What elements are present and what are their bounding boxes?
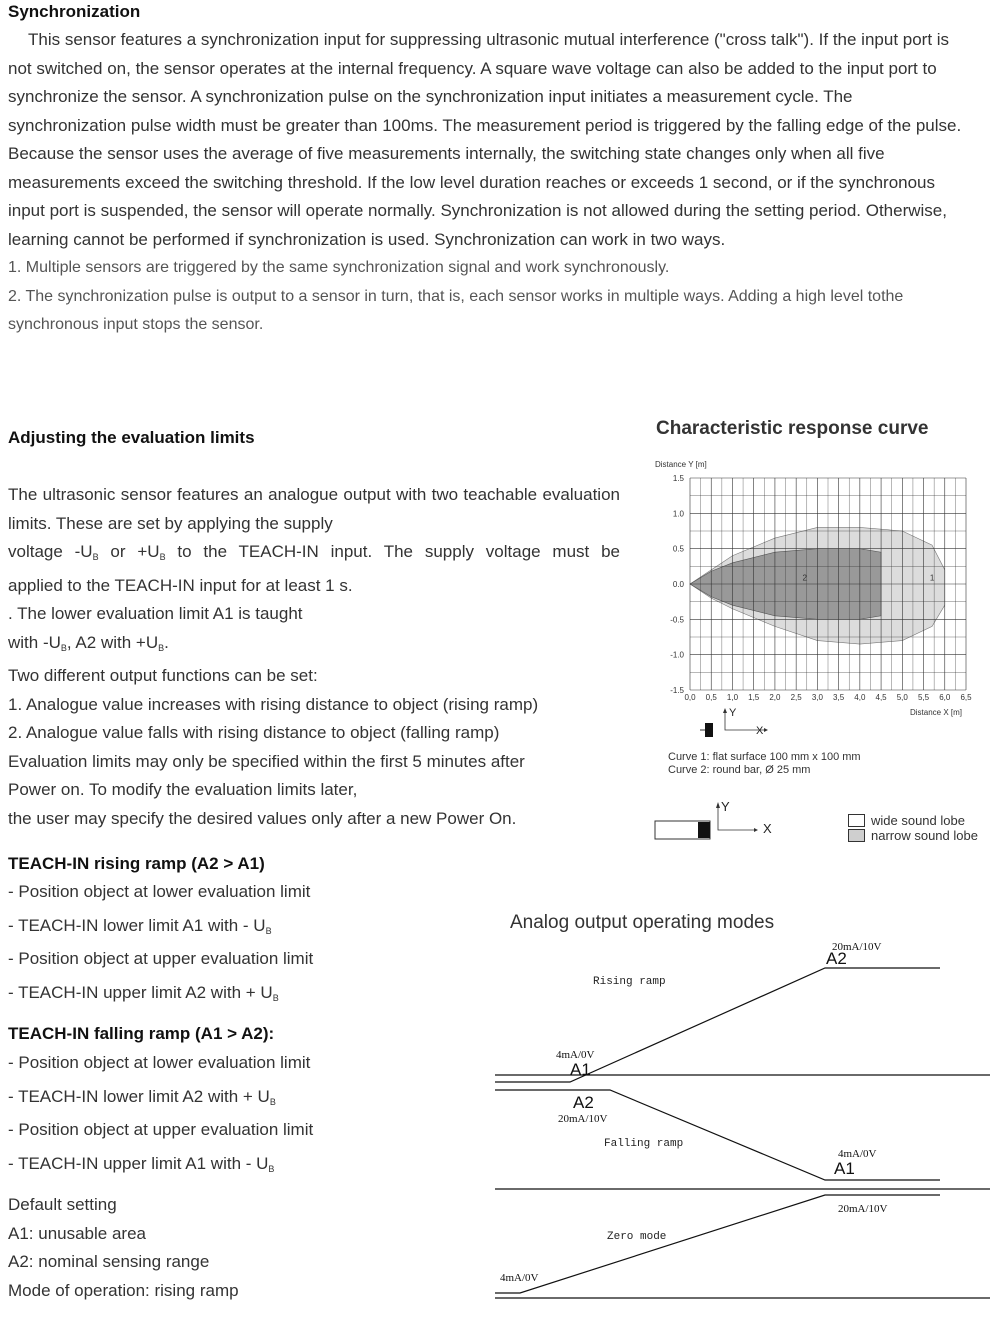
analog-modes-diagram — [490, 930, 990, 1310]
adjust-line: the user may specify the desired values only after a new Power On. — [8, 808, 517, 828]
default-line: Default setting — [8, 1195, 117, 1214]
x-tick-label: 6,0 — [939, 693, 951, 702]
adjust-line: Power on. To modify the evaluation limits later, — [8, 780, 358, 799]
rising-high-label: A2 — [826, 949, 847, 968]
chart-title: Characteristic response curve — [656, 418, 929, 439]
x-tick-label: 6,5 — [960, 693, 972, 702]
falling-ramp-line — [495, 1090, 940, 1180]
y-axis-label: Distance Y [m] — [655, 460, 707, 469]
x-tick-label: 1,0 — [726, 693, 739, 702]
teach-rising-item: - TEACH-IN lower limit A1 with - $U_B$ — [8, 915, 272, 936]
rising-ramp-label: Rising ramp — [593, 976, 666, 988]
wide-lobe-swatch — [848, 814, 865, 827]
axis-y-label: Y — [729, 707, 737, 719]
rising-high-value: 20mA/10V — [832, 941, 882, 953]
narrow-lobe-swatch — [848, 829, 865, 842]
adjust-title: Adjusting the evaluation limits — [8, 428, 255, 447]
falling-low-value: 4mA/0V — [838, 1148, 877, 1160]
adjust-line: voltage $-U_B$ or $+U_B$ to the TEACH-IN input. The supply voltage must be — [8, 542, 620, 562]
rising-ramp-line — [495, 968, 940, 1082]
x-tick-label: 4,5 — [875, 693, 887, 702]
teach-falling-list — [8, 1049, 313, 1183]
y-tick-label: 1.0 — [672, 509, 684, 519]
curve-note-1: Curve 1: flat surface 100 mm x 100 mm — [668, 751, 861, 763]
sensor-diagram-icon — [700, 708, 780, 748]
y-tick-label: 0.0 — [672, 580, 684, 589]
legend-item-narrow: narrow sound lobe — [848, 828, 978, 843]
response-chart — [650, 470, 980, 720]
x-tick-label: 3,5 — [833, 693, 845, 702]
teach-rising-item: - Position object at upper evaluation limit — [8, 949, 314, 968]
teach-falling-title: TEACH-IN falling ramp (A1 > A2): — [8, 1024, 275, 1043]
default-settings — [8, 1191, 239, 1305]
adjust-line: applied to the TEACH-IN input for at least 1 s. — [8, 575, 353, 595]
default-line: Mode of operation: rising ramp — [8, 1280, 239, 1300]
adjust-line: 2. Analogue value falls with rising distance to object (falling ramp) — [8, 723, 500, 742]
zero-low-value: 4mA/0V — [500, 1272, 539, 1284]
x-tick-label: 5,0 — [896, 693, 908, 702]
default-line: A1: unusable area — [8, 1223, 146, 1243]
x-tick-label: 2,0 — [769, 693, 781, 702]
adjust-line: The ultrasonic sensor features an analogue output with two teachable evaluation limits. These are set by applying the supply — [8, 485, 620, 533]
adjust-body — [8, 481, 620, 833]
y-tick-label: 0.5 — [672, 544, 684, 554]
sync-body — [8, 26, 968, 340]
curve-note-2: Curve 2: round bar, Ø 25 mm — [668, 764, 811, 776]
adjust-line: . The lower evaluation limit A1 is taught — [8, 604, 303, 623]
falling-high-label: A2 — [573, 1093, 594, 1112]
teach-rising-title: TEACH-IN rising ramp (A2 > A1) — [8, 854, 265, 873]
axis-x-label: X — [763, 821, 772, 836]
teach-rising-item: - Position object at lower evaluation limit — [8, 882, 311, 901]
series-label-1: 1 — [929, 573, 935, 583]
adjust-line: Evaluation limits may only be specified within the first 5 minutes after — [8, 751, 525, 771]
x-tick-label: 2,5 — [790, 693, 802, 702]
rising-low-label: A1 — [570, 1060, 591, 1079]
zero-mode-label: Zero mode — [607, 1231, 667, 1243]
sync-way-1: 1. Multiple sensors are triggered by the same synchronization signal and work synchronously. — [8, 259, 670, 276]
x-tick-label: 5,5 — [917, 693, 930, 702]
sync-way-2: 2. The synchronization pulse is output to a sensor in turn, that is, each sensor works in multiple ways. Adding a high level tothe synchronous input stops the sensor. — [8, 287, 904, 333]
x-tick-label: 1,5 — [748, 693, 760, 702]
axis-x-label: X — [756, 725, 764, 737]
adjust-line: with $-U_B$, A2 with $+U_B$. — [8, 632, 169, 653]
analog-title: Analog output operating modes — [510, 912, 775, 933]
teach-falling-item: - Position object at lower evaluation limit — [8, 1053, 311, 1072]
sync-title: Synchronization — [8, 2, 141, 21]
teach-falling-item: - TEACH-IN upper limit A1 with - $U_B$ — [8, 1153, 275, 1174]
x-tick-label: 0,0 — [684, 693, 696, 702]
x-tick-label: 3,0 — [811, 693, 823, 702]
teach-falling-item: - Position object at upper evaluation limit — [8, 1120, 314, 1139]
teach-rising-item: - TEACH-IN upper limit A2 with + $U_B$ — [8, 982, 279, 1003]
falling-low-label: A1 — [834, 1159, 855, 1178]
x-tick-label: 0,5 — [705, 693, 717, 702]
axis-y-label: Y — [721, 799, 730, 814]
y-tick-label: -1.0 — [670, 650, 684, 660]
y-tick-label: 1.5 — [672, 474, 684, 483]
zero-high-value: 20mA/10V — [838, 1203, 888, 1215]
x-tick-label: 4,0 — [854, 693, 866, 702]
y-tick-label: -1.5 — [670, 686, 684, 695]
sensor-diagram-icon — [654, 800, 764, 850]
teach-rising-list — [8, 878, 313, 1012]
falling-high-value: 20mA/10V — [558, 1113, 608, 1125]
legend-item-wide: wide sound lobe — [848, 813, 978, 828]
rising-low-value: 4mA/0V — [556, 1049, 595, 1061]
adjust-line: Two different output functions can be set: — [8, 666, 318, 685]
adjust-line: 1. Analogue value increases with rising distance to object (rising ramp) — [8, 694, 539, 714]
x-axis-label: Distance X [m] — [910, 708, 963, 717]
sync-paragraph: This sensor features a synchronization input for suppressing ultrasonic mutual interference ("cross talk"). If the input port is not switched on, the sensor operates at the internal frequency. A square wave voltage can also be added to the input port to synchronize the sensor. A synchronization pulse on the synchronization input initiates a measurement cycle. The synchronization pulse width must be greater than 100ms. The measurement period is triggered by the falling edge of the pulse. Because the sensor uses the average of five measurements internally, the switching state changes only when all five measurements exceed the switching threshold. If the low level duration reaches or exceeds 1 second, or if the synchronous input port is suspended, the sensor will operate normally. Synchronization is not allowed during the setting period. Otherwise, learning cannot be performed if synchronization is used. Synchronization can work in two ways. — [8, 30, 962, 249]
y-tick-label: -0.5 — [670, 615, 684, 625]
legend — [848, 813, 978, 843]
teach-falling-item: - TEACH-IN lower limit A2 with + $U_B$ — [8, 1086, 276, 1107]
falling-ramp-label: Falling ramp — [604, 1138, 684, 1150]
series-label-2: 2 — [802, 573, 807, 583]
default-line: A2: nominal sensing range — [8, 1252, 210, 1271]
